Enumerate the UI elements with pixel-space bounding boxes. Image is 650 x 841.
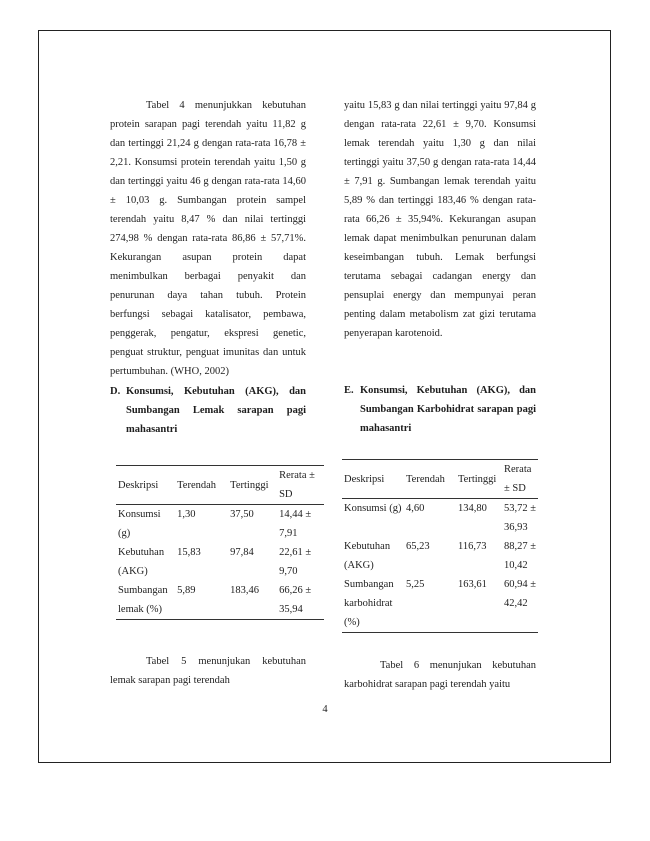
table-cell: 14,44 ± 7,91: [279, 509, 312, 539]
table-cell: 60,94 ± 42,42: [504, 579, 537, 609]
table-header-cell: Deskripsi: [344, 473, 385, 485]
paragraph-after-table-karbohidrat: [344, 656, 536, 694]
paragraph-after-table-lemak: [110, 652, 306, 690]
table-cell: 116,73: [458, 541, 487, 552]
table-row: [342, 499, 538, 538]
table-cell: 134,80: [458, 503, 487, 514]
table-cell: 97,84: [230, 547, 254, 558]
right-column: [344, 96, 536, 343]
table-row: [342, 537, 538, 575]
table-cell: 163,61: [458, 579, 487, 590]
section-e-heading: [344, 381, 536, 438]
table-header-cell: Tertinggi: [230, 479, 269, 491]
table-cell: Konsumsi (g): [344, 503, 402, 514]
table-header-row: [116, 466, 324, 505]
table-row: [116, 505, 324, 544]
table-cell: Kebutuhan (AKG): [118, 547, 165, 577]
paragraph-text: Tabel 6 menunjukan kebutuhan karbohidrat sarapan pagi terendah yaitu: [344, 660, 536, 690]
table-cell: Sumbangan lemak (%): [118, 585, 168, 615]
table-cell: 88,27 ± 10,42: [504, 541, 537, 571]
table-cell: 1,30: [177, 509, 196, 520]
paragraph-protein: Tabel 4 menunjukkan kebutuhan protein sarapan pagi terendah yaitu 11,82 g dan tertinggi 21,24 g dengan rata-rata 16,78 ± 2,21. Konsumsi protein terendah yaitu 1,50 g dan tertinggi yaitu 46 g dengan rata-rata 14,60 ± 10,03 g. Sumbangan protein sampel terendah yaitu 8,47 % dan nilai tertinggi 274,98 % dengan rata-rata 86,86 ± 57,71%. Kekurangan asupan protein dapat menimbulkan berbagai penyakit dan penurunan daya tahan tubuh. Protein berfungsi sebagai katalisator, pembawa, penggerak, pengatur, ekspresi genetic, penguat struktur, penguat imunitas dan untuk pertumbuhan. (WHO, 2002): [110, 100, 306, 377]
table-cell: 15,83: [177, 547, 201, 558]
section-d-number: D.: [110, 386, 121, 397]
table-header-row: [342, 460, 538, 499]
table-cell: Kebutuhan (AKG): [344, 541, 391, 571]
table-header-cell: Terendah: [177, 479, 217, 491]
section-e-title: Konsumsi, Kebutuhan (AKG), dan Sumbangan Karbohidrat sarapan pagi mahasantri: [360, 385, 536, 434]
table-cell: 66,26 ± 35,94: [279, 585, 312, 615]
table-header-cell: Rerata ± SD: [279, 470, 315, 500]
table-cell: 5,25: [406, 579, 425, 590]
table-cell: Konsumsi (g): [118, 509, 161, 539]
table-lemak: [116, 465, 324, 620]
table-cell: 4,60: [406, 503, 425, 514]
section-e-number: E.: [344, 385, 354, 396]
table-row: [116, 543, 324, 581]
table-cell: 53,72 ± 36,93: [504, 503, 537, 533]
table-header-cell: Deskripsi: [118, 479, 159, 491]
table-row: [342, 575, 538, 633]
table-cell: 5,89: [177, 585, 196, 596]
table-cell: 37,50: [230, 509, 254, 520]
table-header-cell: Tertinggi: [458, 473, 497, 485]
table-cell: 22,61 ± 9,70: [279, 547, 312, 577]
paragraph-lemak: yaitu 15,83 g dan nilai tertinggi yaitu 97,84 g dengan rata-rata 22,61 ± 9,70. Konsumsi lemak terendah yaitu 1,30 g dan nilai tertinggi yaitu 37,50 g dengan rata-rata 14,44 ± 7,91 g. Sumbangan lemak terendah yaitu 5,89 % dan tertinggi 183,46 % dengan rata-rata 66,26 ± 35,94%. Kekurangan asupan lemak dapat menimbulkan penurunan dalam keseimbangan tubuh. Lemak berfungsi terutama sebagai cadangan energy dan pensuplai energy dan mempunyai peran penting dalam metabolism zat gizi terutama penyerapan karotenoid.: [344, 100, 536, 339]
section-d-heading: [110, 382, 306, 439]
table-cell: Sumbangan karbohidrat (%): [344, 579, 394, 628]
table-header-cell: Terendah: [406, 473, 445, 485]
left-column: [110, 96, 306, 381]
table-row: [116, 581, 324, 620]
table-cell: 183,46: [230, 585, 260, 596]
section-d-title: Konsumsi, Kebutuhan (AKG), dan Sumbangan Lemak sarapan pagi mahasantri: [126, 386, 306, 435]
table-cell: 65,23: [406, 541, 430, 552]
table-header-cell: Rerata ± SD: [504, 464, 532, 494]
paragraph-text: Tabel 5 menunjukan kebutuhan lemak sarapan pagi terendah: [110, 656, 306, 686]
page-number: 4: [322, 704, 328, 715]
table-karbohidrat: [342, 459, 538, 633]
